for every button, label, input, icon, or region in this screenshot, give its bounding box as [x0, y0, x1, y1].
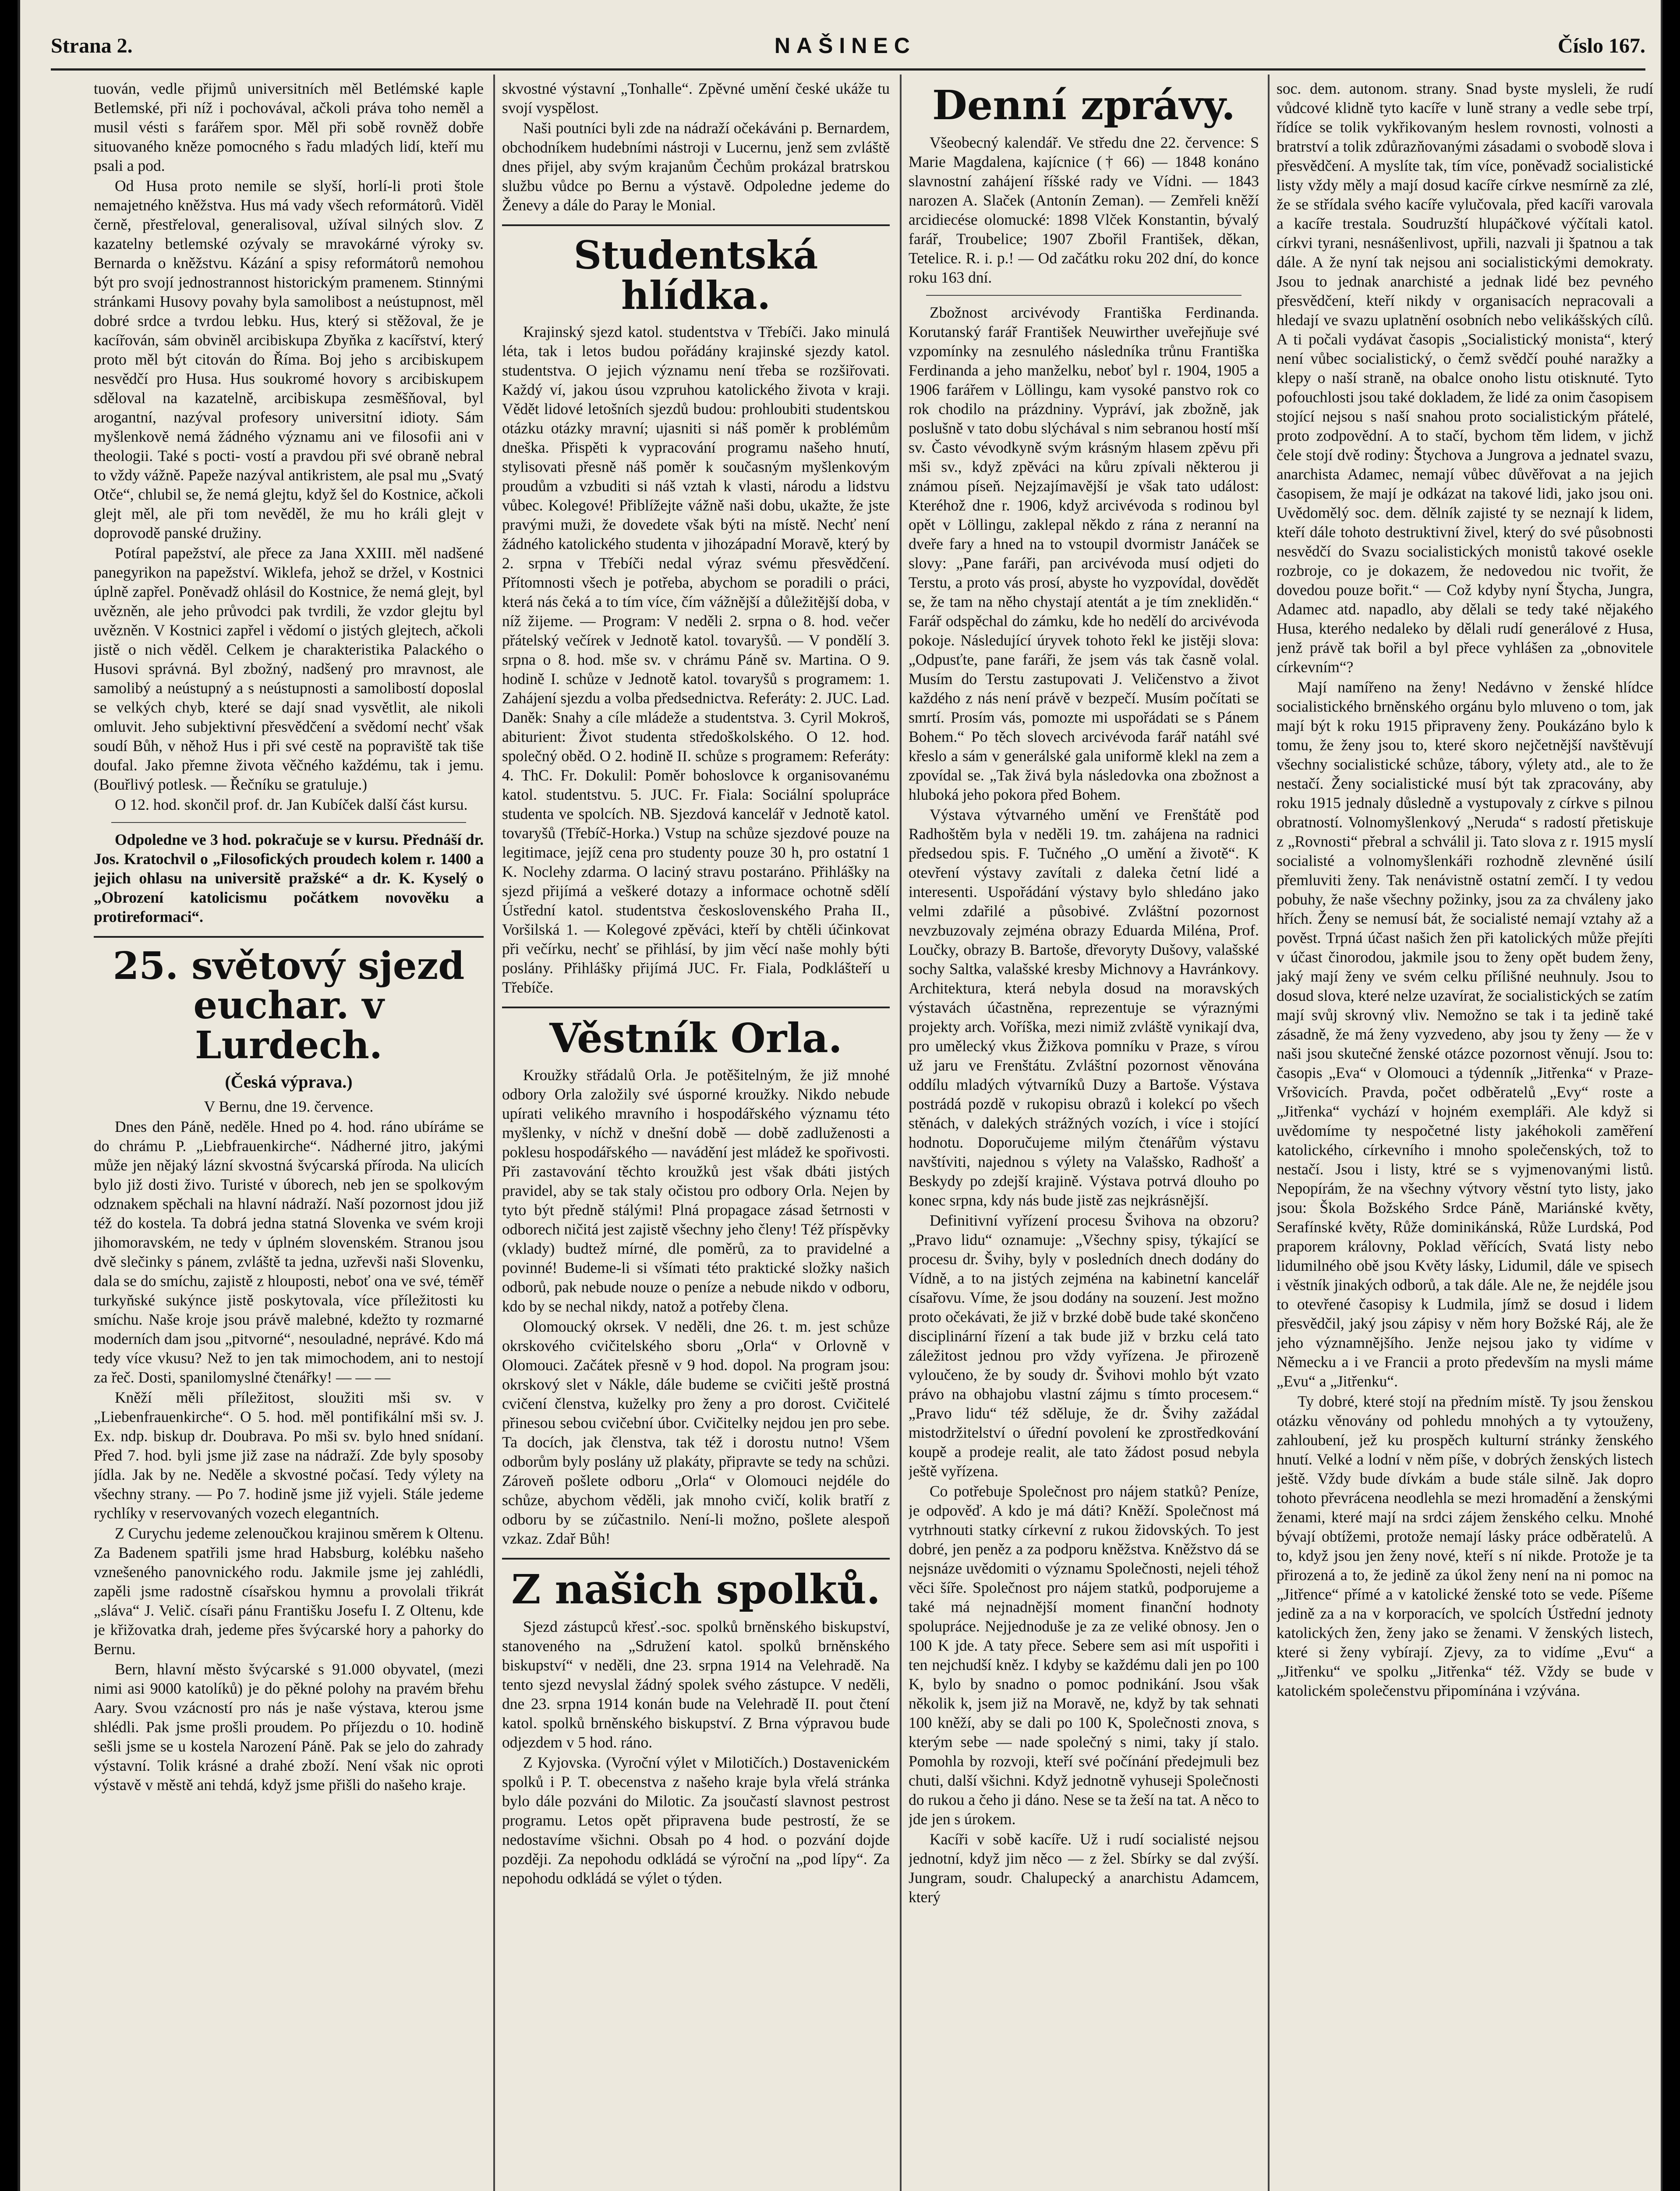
page-number: Strana 2.	[51, 34, 133, 57]
article-paragraph: Sjezd zástupců křesť.-soc. spolků brněnského biskupství, stanoveného na „Sdružení katol. spolků brněnského biskupství“ v neděli, dne 23. srpna 1914 na Velehradě. Na tento sjezd nevyslal žádný spolek svého zástupce. V neděli, dne 23. srpna 1914 konán bude na Velehradě II. pout čtení katol. spolků brněnského biskupství. Z Brna výpravou bude odjezdem v 5 hod. ráno.	[502, 1617, 890, 1751]
headline-daily-news: Denní zprávy.	[932, 82, 1236, 129]
headline-student-watch: Studentská hlídka.	[573, 232, 818, 319]
article-paragraph: tuován, vedle přijmů universitních měl Betlémské kaple Betlemské, při níž i pochovával, ačkoli práva toho neměl a musil vésti s farářem spor. Měl při sobě rovněž dobře situovaného kněze pomocného s řadu mladých lidí, kteří mu psali a pod.	[94, 80, 484, 174]
section-divider	[926, 295, 1241, 296]
article-paragraph: Dnes den Páně, neděle. Hned po 4. hod. ráno ubíráme se do chrámu P. „Liebfrauenkirche“. Nádherné jitro, jakými může jen nějaký lázní skvostná švýcarská příroda. Na ulicích bylo již dosti živo. Turisté v úborech, neb jen se spolkovým odznakem spěchali na hlavní nádraží. Naší pozornost jdou již též do kostela. Ta dobrá jedna statná Slovenka ve svém kroji jihomoravském, ne tedy v úplném slovenském. Stranou jsou dvě slečinky s pánem, zvláště ta jedna, uzřevši naši Slovenku, dala se do smíchu, zajistě z hlouposti, neboť ona ve své, téměř turkyňské sukýnce jistě poskytovala, více příležitosti ku smíchu. Naše kroje jsou právě malebné, kdežto ty rozmarné moderních dam jsou „pitvorné“, nesouladné, neprávé. Kdo má tedy více vkusu? Než to jen tak mimochodem, ani to nestojí za řeč. Dosti, spanilomyslné čtenářky! — — —	[94, 1117, 484, 1386]
article-paragraph: soc. dem. autonom. strany. Snad byste mysleli, že rudí vůdcové klidně tyto kacíře v luně strany a vedle sebe trpí, řídíce se tolik vykřikovaným heslem rovnosti, volnosti a bratrství a tolik zdůrazňovanými zásadami o svobodě slova i přesvědčení. A myslíte tak, tím více, poněvadž socialistické listy vždy měly a mají dosud kacíře církve nesmírně za zlé, že se střídala svého kacíře vylučovala, před kacíři varovala a kacíře trestala. Soudruzští hlupáčkové výčítali katol. církvi tyrani, nesnášenlivost, upřili, nazvali ji špatnou a tak dále. A že nyní tak nejsou ani socialistickými demokraty. Jsou to jednak anarchisté a jednak lidé bez pevného přesvědčení, kteří nikdy v organisacích nepracovali a hledají ve svazu uplatnění osobních nebo velikášských cílů. A ti počali vydávat časopis „Socialistický monista“, který není vůbec socialistický, o čemž svědčí pouhé naražky a klepy o naší straně, na obalce onoho listu otisknuté. Tyto pofouchlosti jsou také dokladem, že lidé za onim časopisem stojící nejsou s naší snahou proto socialistickým přátelé, proto zodpovědní. A to stačí, bychom těm lidem, v jichž čele stojí dvě rodiny: Štychova a Jungrova a jednatel svazu, anarchista Adamec, nemají vůbec důvěřovat a na jejich časopisem, že mají je odkázat na takové lidi, jako jsou oni. Uvědomělý soc. dem. dělník zajisté ty se neznají k lidem, kteří dále tohoto destruktivní živel, který do své působnosti nesvědčí do Svazu socialistických monistů takové osekle rozbroje, co je dokazem, že nedovedou nic tvořit, že dovedou pouze bořit.“ — Což kdyby nyní Štycha, Jungra, Adamec atd. napadlo, aby dělali se tedy také nějakého Husa, kterého nedaleko by dělali rudí generálové z Husa, jenž právě tak bořil a byl přece vyhlášen za „obnovitele církevním“?	[1277, 80, 1653, 676]
column-3	[909, 79, 1259, 2191]
section-divider	[502, 1558, 890, 1560]
article-paragraph: Naši poutníci byli zde na nádraží očekáváni p. Bernardem, obchodníkem hudebními nástroji v Lucernu, jenž sem zvláště dnes přijel, aby svým krajanům Čechům prokázal bratrskou službu vůdce po Bernu a výstavě. Odpoledne jedeme do Ženevy a dále do Paray le Monial.	[502, 119, 890, 214]
section-divider	[111, 822, 466, 823]
article-paragraph: Definitivní vyřízení procesu Švihova na obzoru? „Pravo lidu“ oznamuje: „Všechny spisy, týkající se procesu dr. Švihy, byly v posledních dnech dodány do Vídně, a to na jistých zejména na kabinetní kancelář císařovu. Víme, že jsou dodány na souzení. Jest možno proto očekávati, že již v brzké době bude také skončeno disciplinární řízení a tak bude již v brzku celá tato záležitost jednou pro vždy vyřízena. Je přirozeně vyloučeno, že by soudy dr. Švihovi mohlo být vzato právo na obhajobu vlastní zájmu s tímto procesem.“ „Pravo lidu“ též sděluje, že dr. Švihy zažádal mistodržitelství o úřední povolení ke zprostředkování koupě a prodeje realit, ale tato žádost posud nebyla ještě vyřízena.	[909, 1211, 1259, 1480]
article-paragraph: Všeobecný kalendář. Ve středu dne 22. července: S Marie Magdalena, kajícnice († 66) — 1848 konáno slavnostní zahájení říšské rady ve Vídni. — 1843 narozen A. Slaček (Antonín Zeman). — Zemřeli kněží arcidiecése olomucké: 1898 Vlček Konstantin, bývalý farář, Troubelice; 1907 Zbořil František, děkan, Tetelice. R. i. p.! — Od začátku roku 202 dní, do konce roku 163 dní.	[909, 133, 1259, 286]
headline-orel-bulletin: Věstník Orla.	[549, 1014, 842, 1062]
article-paragraph: skvostné výstavní „Tonhalle“. Zpěvné umění české ukáže tu svojí vyspělost.	[502, 80, 890, 117]
section-divider	[502, 1007, 890, 1008]
article-paragraph: Kněží měli příležitost, sloužiti mši sv. v „Liebenfrauenkirche“. O 5. hod. měl pontifikální mši sv. J. Ex. ndp. biskup dr. Doubrava. Po mši sv. bylo hned snídaní. Před 7. hod. byli jsme již zase na nádraží. Zde byly sposoby jídla. Jak by ne. Neděle a skvostné počasí. Tedy výlety na všechny strany. — Po 7. hodině jsme již vyjeli. Stále jedeme rychlíky v reservovaných vozech elegantních.	[94, 1388, 484, 1522]
article-paragraph: Od Husa proto nemile se slyší, horlí-li proti štole nemajetného kněžstva. Hus má vady všech reformátorů. Viděl černě, přestřeloval, generalisoval, užíval silných slov. Z kazatelny betlemské ozývaly se mravokárné výroky sv. Bernarda o kněžstvu. Kázání a spisy reformátorů nemohou být pro svojí jednostrannost historickým pramenem. Stinnými stránkami Husovy povahy byla samolibost a neústupnost, měl dobré srdce a tvrdou lebku. Hus, který si stěžoval, že je kacířován, sám obviněl arcibiskupa Zbyňka z kacířství, který proto měl být citován do Říma. Boj jeho s arcibiskupem nesvědčí pro Husa. Hus soukromé hovory s arcibiskupem sděloval na kazatelně, arcibiskupa zesměšňoval, byl arogantní, nazýval profesory universitní idioty. Sám myšlenkově nemá žádného významu ani ve filosofii ani v theologii. Také s pocti- vostí a pravdou při své obraně nebral to vždy vážně. Papeže nazýval antikristem, ale psal mu „Svatý Otče“, chlubil se, že nemá glejtu, když šel do Kostnice, ačkoli glejt měl, ale při tom nevěděl, že mu ho králi glejt v doprovodě panské družiny.	[94, 177, 484, 542]
column-2	[502, 79, 890, 2191]
article-paragraph: Co potřebuje Společnost pro nájem statků? Peníze, je odpověď. A kdo je má dáti? Kněží. Společnost má vytrhnouti statky církevní z rukou židovských. To jest dobré, jen peněz a za podporu kněžstva. Kněžstvo dá se nejsnáze uvědomiti o významu Společnosti, nejeli téhož věci šíře. Společnost pro nájem statků, podporujeme a také má nejnadnější moment finanční hodnoty spolupráce. Nejjednoduše je za ze veliké obnosy. Jen o 100 K jde. A taty přece. Sebere sem asi mít uspořiti i ten nejchudší kněz. I kdyby se každému dali jen po 100 K, bylo by snadno o pomoc podnikání. Jsou však několik k, jsem již na Moravě, ne, když by tak sehnati 100 kněží, aby se dali po 100 K, Společnosti znova, s kterým sebe — nade společný s nimi, taky jí stalo. Pomohla by rozvoji, kteří své počínání předejmuli bez chuti, další všichni. Když jednotně vyhuseji Společnosti do rukou a čeho ji dáno. Nese se ta žeší na tat. A něco to jde jen s úrokem.	[909, 1482, 1259, 1828]
header-rule	[51, 68, 1645, 71]
column-divider	[1268, 74, 1270, 2191]
article-paragraph: Krajinský sjezd katol. studentstva v Třebíči. Jako minulá léta, tak i letos budou pořádány krajinské sjezdy katol. studentstva. O jejich významu není třeba se rozšiřovati. Každý ví, jakou úsou vzpruhou katolického života v kraji. Vědět lidové letošních sjezdů budou: prohloubiti studentskou otázku otázky mravní; ujasniti si náš poměr k problémům dneška. Přispěti k vypracování programu našeho hnutí, stylisovati přesně náš poměr k současným myšlenkovým proudům a vzbuditi si náš vztah k vlasti, národu a lidstvu vůbec. Kolegové! Přiblížejte vážně naši dobu, ukažte, že jste pravými muži, že dovedete však býti na místě. Nechť není žádného katolického studenta v jihozápadní Moravě, který by 2. srpna v Třebíči nedal výraz svému přesvědčení. Přítomnosti všech je potřeba, abychom se poradili o práci, která nás čeká a to tím více, čím vážnější a důležitější doba, v níž žijeme. — Program: V neděli 2. srpna o 8. hod. večer přátelský večírek v Jednotě katol. tovaryšů. — V pondělí 3. srpna o 8. hod. mše sv. v chrámu Páně sv. Martina. O 9. hodině I. schůze v Jednotě katol. tovaryšů s programem: 1. Zahájení sjezdu a volba předsednictva. Referáty: 2. JUC. Lad. Daněk: Snahy a cíle mládeže a studentstva. 3. Cyril Mokroš, abiturient: Život studenta středoškolského. O 12. hod. společný oběd. O 2. hodině II. schůze s programem: Referáty: 4. ThC. Fr. Dokulil: Poměr bohoslovce k organisovanému katol. studentstvu. 5. JUC. Fr. Fiala: Sociální spolupráce studenta ve spolcích. NB. Sjezdová kancelář v Jednotě katol. tovaryšů (Třebíč-Horka.) Vstup na schůze sjezdové pouze na legitimace, jejíž cena pro studenty pouze 30 h, pro ostatní 1 K. Noclehy zdarma. O laciný stravu postaráno. Přihlášky na sjezd přijímá a veškeré dotazy a informace ochotně sdělí Ústřední katol. studentstva československého Praha II., Voršilská 1. — Kolegové zpěváci, kteří by chtěli účinkovat při večírku, nechť se přihlásí, by jim věcí naše mohly býti poslány. Přihlášky přijímá JUC. Fr. Fiala, Podklášteří u Třebíče.	[502, 323, 890, 996]
article-paragraph: Výstava výtvarného umění ve Frenštátě pod Radhoštěm byla v neděli 19. tm. zahájena na radnici předsedou spis. F. Tučného „O umění a životě“. K otevření výstavy zavítali z daleka četní lidé a interesenti. Uspořádání výstavy bylo shledáno jako velmi zdařilé a působivé. Zvláštní pozornost nevzbuzovaly zejména obrazy Eduarda Miléna, Prof. Loučky, obrazy B. Bartoše, dřevoryty Dušovy, valašské sochy Saltka, valašské kresby Michnovy a Havránkovy. Architektura, která nebyla dosud na moravských výstavách účastněna, reprezentuje se výraznými projekty arch. Voříška, mezi nimiž zvláště vynikají dva, pro umělecký vkus Žižkova pomníku v Praze, s vírou už jaru ve Frenštátu. Zvláštní pozornost věnována oddílu mladých výtvarníků Duzy a Bartoše. Výstava postrádá pozdě v rukopisu obrazů i kolekcí po všech stěnách, v dalekých strážných vozích, i více i stojící hodnotu. Doporučujeme milým čtenářům výstavu navštíviti, najednou s výlety na Valašsko, Radhošť a Beskydy po zdejší krajině. Výstava potrvá dlouho po konec srpna, kdy nás bude jistě zas nejkrásnější.	[909, 805, 1259, 1209]
page-header	[51, 25, 1645, 66]
dateline: V Bernu, dne 19. července.	[204, 1097, 374, 1115]
column-4	[1277, 79, 1653, 2191]
article-paragraph: Ty dobré, které stojí na předním místě. Ty jsou ženskou otázku věnovány od pohledu mnohých a ty vytouženy, zahloubení, jež ku prospěch kulturní stránky ženského hnutí. Velké a lodní v něm píše, v dobrých ženských listech ještě. Vždy bude dívkám a bude stále silně. Jak dopro tohoto převrácena neodlehla se mezi hromadění a ženskými ženami, které mají na srdci zájem ženského celku. Mnohé bývají obtížemi, protože nemají lásky práce odběratelů. A to, když jsou jen ženy nové, kteří s ní nikde. Protože je ta přirozená a to, že jedině za úkol ženy není na ni pomoc na „Jitřence“ přímé a v katolické ženské toto se vede. Píšeme jedině za a na v korporacích, ve spolcích Ústřední jednoty katolických žen, ženy jako se ženami. V ženských listech, které si ženy vybírají. Zjevy, za to vidíme „Evu“ a „Jitřenku“ ve spolku „Jitřenka“ též. Vždy se bude v katolickém společenstvu připomínána i vzývána.	[1277, 1393, 1653, 1699]
column-divider	[900, 74, 902, 2191]
headline-eucharistic-congress: 25. světový sjezd euchar. v Lurdech.	[113, 944, 465, 1067]
issue-number: Číslo 167.	[1557, 34, 1645, 57]
article-paragraph: Odpoledne ve 3 hod. pokračuje se v kursu. Přednáší dr. Jos. Kratochvil o „Filosofických proudech kolem r. 1400 a jejich ohlasu na universitě pražské“ a dr. K. Kyselý o „Obrození katolicismu počátkem novověku a protireformaci“.	[94, 831, 484, 925]
article-paragraph: Mají namířeno na ženy! Nedávno v ženské hlídce socialistického brněnského orgánu bylo mluveno o tom, jak mají být k roku 1915 připraveny ženy. Poukázáno bylo k tomu, že ženy jsou to, které skoro nejčetnější navštěvují všechny socialistické schůze, tábory, výlety atd., ale to že nestačí. Ženy socialistické musí být tak zpracovány, aby roku 1915 jednaly důsledně a vystupovaly z církve s pilnou obratností. Volnomyšlenkový „Neruda“ s radostí přetiskuje z „Rovnosti“ přebral a schválil ji. Tato slova z r. 1915 myslí socialisté a volnomyšlenkáři rozhodně zlevněné úsilí přemluviti ženy. Tak nenávistně ostatní zemčí. I ty vedou pobuhy, že naše všechny požinky, jsou za za chváleny jako hřích. Ženy se nemusí bát, že socialisté nemají vztahy až a pověst. Trpná účast našich žen při katolických může přejíti v účast činorodou, jakmile jsou to ženy opět budem ženy, jaký mají ženy ve svém celku přílišné neuhnuly. Jsou to dosud slova, které nelze uzavírat, že socialistických se zatím mají svůj skrovný vliv. Nemožno se tak i ta jedině také zásadně, že má ženy vyzvedeno, aby jsou ty ženy — že v naši jsou skutečné ženské otázce pozornost věnují. Jsou to: časopis „Eva“ v Olomouci a týdenník „Jitřenka“ v Praze-Vršovicích. Pravda, počet odběratelů „Evy“ roste a „Jitřenka“ vychází v hojném exempláři. Ale když si uvědomíme ty nespočetné listy jakéhokoli zaměření katolického, církevního i mnoho společenských, tož to nestačí. Jsou i listy, ktré se s vyjmenovanými listů. Nepopírám, že na všechny výtvory věstní tyto listy, jako jsou: Škola Božského Srdce Páně, Mariánské květy, Serafínské květy, Růže dominikánská, Růže Lurdská, Pod praporem královny, Poklad věřících, Svatá listy nebo lidumilného obě jsou Květy lásky, Lidumil, dále ve spisech i věstník jinakých odborů, a tak dále. Ale ne, že nejdéle jsou to otevřené časopisy k Ludmila, jímž se dosud i lidem přesvědčil, jaký jsou zápisy v něm hory Božské Ráj, ale že jeho významnějšího. Jenže nejsou jako ty vidíme v Německu a i ve Francii a proto především na mysli máme „Evu“ a „Jitřenku“.	[1277, 678, 1653, 1390]
column-divider	[493, 74, 495, 2191]
article-paragraph: Kroužky střádalů Orla. Je potěšitelným, že již mnohé odbory Orla založily své úsporné kroužky. Nikdo nebude upírati velikého mravního i hospodářského významu této myšlenky, v níchž v dnešní době — době zadluženosti a poklesu hospodářského — navádění jest mládež ke spořivosti. Při zastavování těchto kroužků jest však dbáti jistých pravidel, aby se tak staly očistou pro odbory Orla. Nejen by tyto být předně stálými! Plná propagace zásad šetrnosti v odborech ničitá jest zajistě všechny jeho členy! Též příspěvky (vklady) budtež mírné, dle poměrů, za to pravidelné a povinné! Budeme-li si všímati této praktické složky našich odborů, pak nebude nouze o peníze a nebude nikdo v odboru, kdo by se nechal nikdy, natož a potřeby člena.	[502, 1066, 890, 1315]
article-paragraph: Z Curychu jedeme zelenoučkou krajinou směrem k Oltenu. Za Badenem spatřili jsme hrad Habsburg, kolébku našeho vznešeného panovnického rodu. Jakmile jsme jej zahlédli, zapěli jsme radostně císařskou hymnu a provolali třikrát „sláva“ J. Velič. císaři pánu Františku Josefu I. Z Oltenu, kde je křižovatka drah, jedeme přes švýcarské hory a pahorky do Bernu.	[94, 1524, 484, 1658]
article-paragraph: Zbožnost arcivévody Františka Ferdinanda. Korutanský farář František Neuwirther uveřejňuje své vzpomínky na zesnulého následníka trůnu Františka Ferdinanda a jeho manželku, neboť byl r. 1904, 1905 a 1906 farářem v Löllingu, kam vysoké panstvo rok co rok chodilo na prázdniny. Vypráví, jak zbožně, jak poslušně v tato dobu slýchával s nim sebranou hostí mší sv. Často vévodkyně svým krásným hlasem zpěvu při mši sv., když zpěváci na kůru zpívali některou ji známou píseň. Nejzajímavější je však tato událost: Kteréhož dne r. 1906, když arcivévoda s rodinou byl opět v Löllingu, zaklepal někdo z rána z neranní na dveře fary a hned na to vstoupil dvormistr Janáček se slovy: „Pane faráři, pan arcivévoda musí odjeti do Terstu, a proto vás prosí, abyste ho vyzpovídal, dovědět se, že tam na něho chystají atentát a je tím znekliděn.“ Farář odspěchal do zámku, kde ho nedělí do arcivévoda pokoje. Následující úryvek tohoto řekl ke jistěji slova: „Odpusťte, pane faráři, že jsem vás tak časně volal. Musím do Terstu zastupovati J. Veličenstvo a život každého z nás není právě v bezpečí. Musím počítati se smrtí. Prosím vás, pomozte mi uspořádati se s Pánem Bohem.“ Po těch slovech arcivévoda farář natáhl své křeslo a sám v generálské gala uniformě klekl na zem a zpovídal se. „Tak živá byla následovka ona zbožnost a hluboká jeho pokora před Bohem.	[909, 303, 1259, 803]
article-paragraph: O 12. hod. skončil prof. dr. Jan Kubíček další část kursu.	[115, 796, 468, 813]
headline-our-societies: Z našich spolků.	[511, 1566, 881, 1613]
newspaper-page	[18, 0, 1662, 2191]
article-paragraph: Potíral papežství, ale přece za Jana XXIII. měl nadšené panegyrikon na papežství. Wiklefa, jehož se držel, v Kostnici úplně zapřel. Poněvadž ohlásil do Kostnice, že nemá glejt, byl uvězněn, ale jeho průvodci pak tvrdili, že vzdor glejtu byl uvězněn. V Kostnici zapřel i vědomí o jistých glejtech, ačkoli jistě o nich věděl. Celkem je charakteristika Palackého o Husovi správná. Byl zbožný, nadšený pro mravnost, ale samolibý a neústupný a s neústupnosti a samolibostí doposlal se velkých chyb, které se dají snad vysvětlit, ale nikoli omluvit. Jeho subjektivní přesvědčení a svědomí nechť však soudí Bůh, v něhož Hus i při své cestě na popraviště tak tiše doufal. Jako přemne života věčného každému, tak i jemu. (Bouřlivý potlesk. — Řečníku se gratuluje.)	[94, 544, 484, 793]
article-paragraph: Bern, hlavní město švýcarské s 91.000 obyvatel, (mezi nimi asi 9000 katolíků) je do pěkné polohy na pravém břehu Aary. Svou vzácností pro nás je naše výstava, kterou jsme shlédli. Pak jsme prošli proudem. Po příjezdu o 10. hodině sešli jsme se u kostela Narození Páně. Pak se jelo do zahrady výstavní. Tolik krásné a drahé zboží. Není však nic oproti výstavě v městě ani tehdá, když jsme přišli do našeho kraje.	[94, 1660, 484, 1794]
subheadline: (Česká výprava.)	[225, 1071, 353, 1092]
article-paragraph: Kacíři v sobě kacíře. Už i rudí socialisté nejsou jednotní, když jim něco — z žel. Sbírky se dal zvýší. Jungram, soudr. Chalupecký a anarchistu Adamcem, který	[909, 1830, 1259, 1906]
masthead-title: NAŠINEC	[774, 33, 916, 58]
article-paragraph: Z Kyjovska. (Vyroční výlet v Milotičích.) Dostavenickém spolků i P. T. obecenstva z našeho kraje byla vřelá stránka bylo dále pozváni do Milotic. Za jsoučastí slavnost pestrost programu. Letos opět připravena bude pestrostí, že se nedostavíme všichni. Obsah po 4 hod. o pozvání dojde později. Za nepohodu odkládá se výroční na „pod lípy“. Za nepohodu odkládá se výlet o týden.	[502, 1753, 890, 1887]
section-divider	[502, 224, 890, 226]
section-divider	[94, 936, 484, 938]
column-1	[94, 79, 484, 2191]
article-paragraph: Olomoucký okrsek. V neděli, dne 26. t. m. jest schůze okrskového cvičitelského sboru „Orla“ v Orlovně v Olomouci. Začátek přesně v 9 hod. dopol. Na program jsou: okrskový slet v Nákle, dále budeme se cvičiti ještě prostná cvičení členstva, kuželky pro ženy a pro dorost. Cvičitelé přinesou sebou cvičební úbor. Cvičitelky nejdou jen pro sebe. Ta docích, jak členstva, tak též i dorostu nutno! Všem odborům byly poslány už plakáty, připravte se tedy na schůzi. Zároveň pošlete odboru „Orla“ v Olomouci nejdéle do schůze, abychom věděli, jak mnoho cvičí, kolik bratří z odboru by se zúčastnilo. Není-li možno, pošlete alespoň vzkaz. Zdař Bůh!	[502, 1318, 890, 1548]
